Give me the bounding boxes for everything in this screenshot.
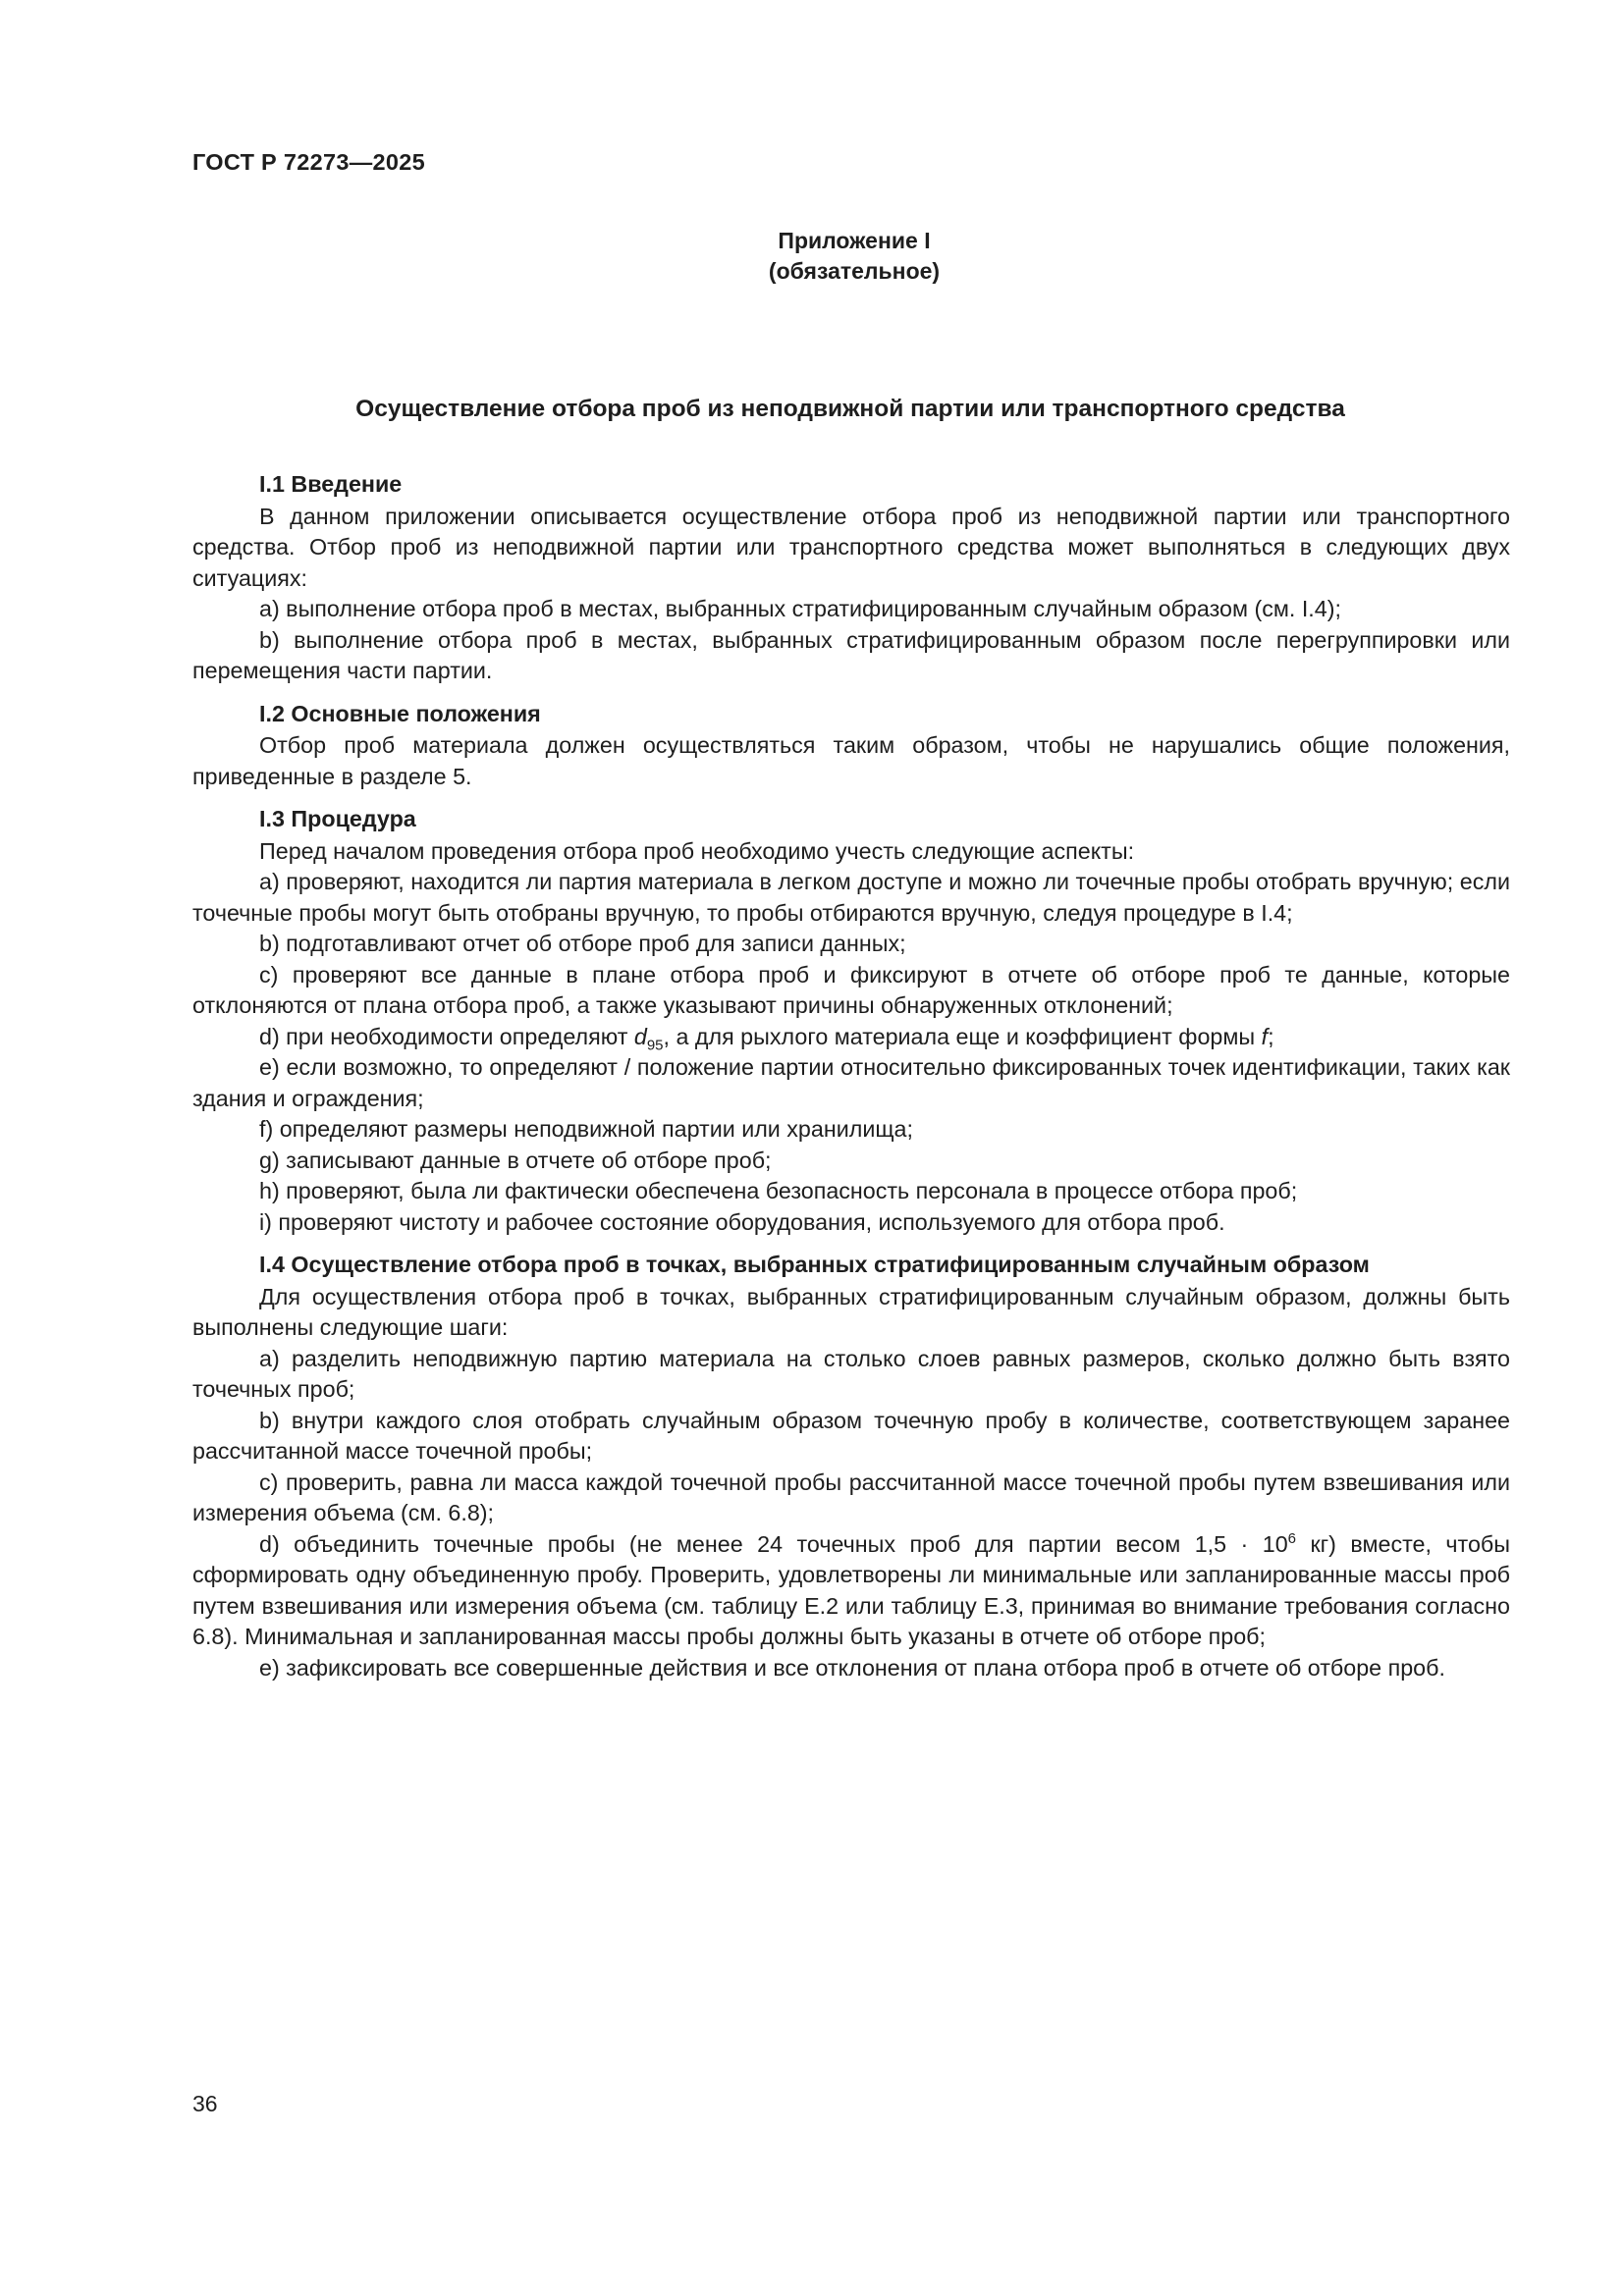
section-heading-i2: I.2 Основные положения bbox=[259, 700, 541, 726]
annex-title: Осуществление отбора проб из неподвижной партии или транспортного средства bbox=[355, 396, 1345, 422]
annex-header bbox=[628, 226, 1080, 287]
annex-label: Приложение I bbox=[778, 228, 931, 253]
list-item: h) проверяют, была ли фактически обеспечена безопасность персонала в процессе отбора проб; bbox=[259, 1178, 1298, 1203]
paragraph: Для осуществления отбора проб в точках, выбранных стратифицированным случайным образом, должны быть выполнены следующие шаги: bbox=[192, 1283, 1510, 1340]
paragraph: Перед началом проведения отбора проб необходимо учесть следующие аспекты: bbox=[259, 837, 1135, 864]
list-item: i) проверяют чистоту и рабочее состояние оборудования, используемого для отбора проб. bbox=[259, 1208, 1225, 1235]
symbol-d: d bbox=[633, 1023, 647, 1049]
list-item: е) зафиксировать все совершенные действия и все отклонения от плана отбора проб в отчете об отборе проб. bbox=[259, 1654, 1445, 1681]
section-heading-i3: I.3 Процедура bbox=[259, 806, 416, 831]
list-item: g) записывают данные в отчете об отборе проб; bbox=[259, 1147, 772, 1173]
paragraph: Отбор проб материала должен осуществляться таким образом, чтобы не нарушались общие положения, приведенные в разделе 5. bbox=[192, 732, 1510, 789]
symbol-f: f bbox=[1261, 1023, 1269, 1049]
list-item: d) объединить точечные пробы (не менее 24 точечных проб для партии весом $1,5 \cdot 10^6$ кг) вместе, чтобы сформировать одну объединенную пробу. Проверить, удовлетворены ли минимальные или запланированные массы проб путем взвешивания или измерения объема (см. таблицу Е.2 или таблицу Е.3, принимая во внимание требования согласно 6.8). Минимальная и запланированная массы пробы должны быть указаны в отчете об отборе проб; bbox=[192, 1529, 1511, 1649]
list-item: f) определяют размеры неподвижной партии или хранилища; bbox=[259, 1116, 913, 1142]
list-item: b) внутри каждого слоя отобрать случайным образом точечную пробу в количестве, соответствующем заранее рассчитанной массе точечной пробы; bbox=[192, 1407, 1510, 1464]
superscript-6: 6 bbox=[1287, 1529, 1297, 1547]
list-item: b) подготавливают отчет об отборе проб для записи данных; bbox=[259, 931, 906, 956]
section-heading-i1: I.1 Введение bbox=[259, 471, 403, 497]
paragraph: В данном приложении описывается осуществление отбора проб из неподвижной партии или транспортного средства. Отбор проб из неподвижной партии или транспортного средства может выполняться в следующих двух ситуациях: bbox=[192, 503, 1510, 591]
list-item: b) выполнение отбора проб в местах, выбранных стратифицированным образом после перегруппировки или перемещения части партии. bbox=[192, 626, 1510, 683]
document-body bbox=[192, 469, 1510, 1683]
list-item: е) если возможно, то определяют / положение партии относительно фиксированных точек идентификации, таких как здания и ограждения; bbox=[192, 1054, 1510, 1111]
page-number: 36 bbox=[192, 2091, 218, 2116]
list-item: а) разделить неподвижную партию материала на столько слоев равных размеров, сколько должно быть взято точечных проб; bbox=[192, 1345, 1510, 1402]
document-code: ГОСТ Р 72273—2025 bbox=[192, 149, 425, 175]
list-item: а) проверяют, находится ли партия материала в легком доступе и можно ли точечные пробы отобрать вручную; если точечные пробы могут быть отобраны вручную, то пробы отбираются вручную, следуя процедуре в I.4; bbox=[192, 869, 1510, 926]
list-item: с) проверить, равна ли масса каждой точечной пробы рассчитанной массе точечной пробы путем взвешивания или измерения объема (см. 6.8); bbox=[192, 1468, 1510, 1525]
annex-status: (обязательное) bbox=[768, 258, 941, 284]
list-item: d) при необходимости определяют $d_{95}$, а для рыхлого материала еще и коэффициент формы f; bbox=[259, 1023, 1274, 1054]
list-item: с) проверяют все данные в плане отбора проб и фиксируют в отчете об отборе проб те данные, которые отклоняются от плана отбора проб, а также указывают причины обнаруженных отклонений; bbox=[192, 961, 1510, 1018]
list-item: а) выполнение отбора проб в местах, выбранных стратифицированным случайным образом (см. I.4); bbox=[259, 596, 1341, 621]
subscript-95: 95 bbox=[646, 1037, 664, 1054]
section-heading-i4: I.4 Осуществление отбора проб в точках, выбранных стратифицированным случайным образом bbox=[259, 1252, 1370, 1277]
